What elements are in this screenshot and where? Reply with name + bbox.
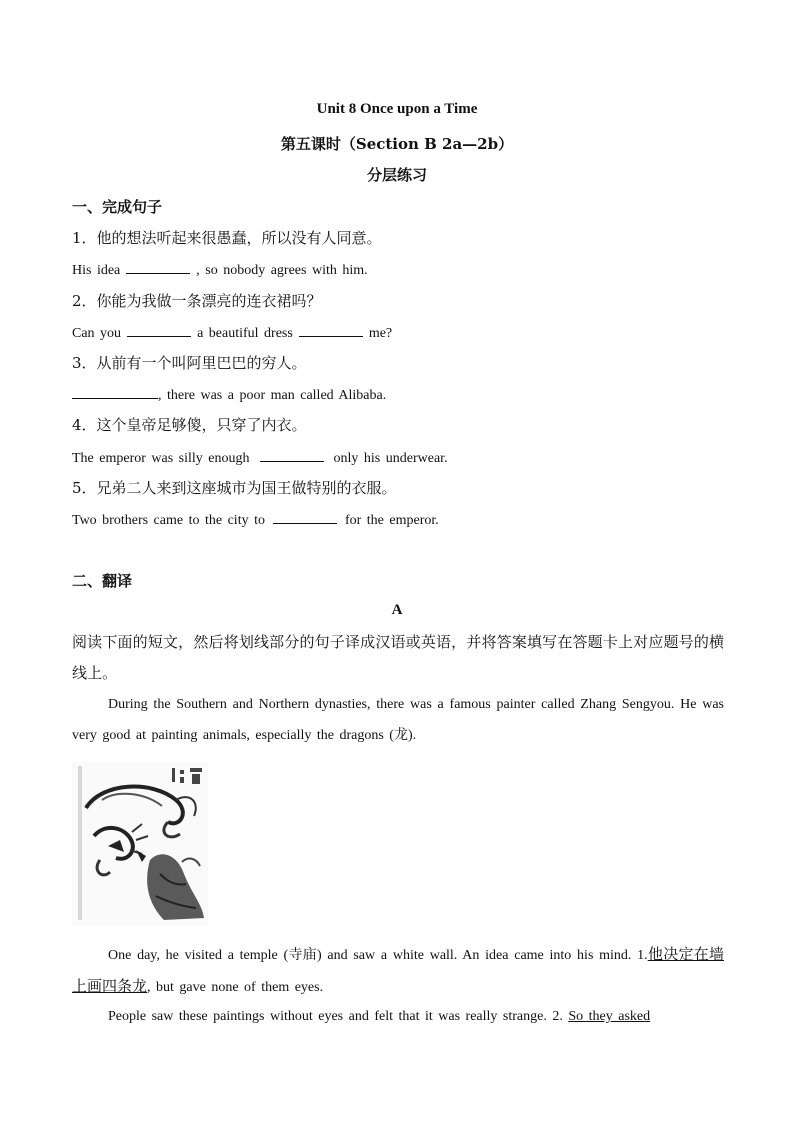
item2-blank-2[interactable] (299, 322, 363, 337)
item5-text-b: for the emperor. (344, 513, 439, 528)
item3-chinese: 3．从前有一个叫阿里巴巴的穷人。 (72, 354, 307, 372)
item2-text-b: a beautiful dress (197, 326, 293, 341)
item2-blank-1[interactable] (127, 322, 191, 337)
item1-text-b: , so nobody agrees with him. (196, 263, 368, 278)
passage-paragraph-2 (72, 939, 724, 1003)
item3-english (72, 384, 724, 404)
item5-text-a: Two brothers came to the city to (72, 513, 265, 528)
paragraph-2-text-b: , but gave none of them eyes. (147, 980, 324, 995)
item1-chinese: 1．他的想法听起来很愚蠢，所以没有人同意。 (72, 229, 382, 247)
item5-blank[interactable] (273, 509, 337, 524)
item1-english (72, 259, 724, 279)
item4-text-b: only his underwear. (333, 451, 448, 466)
item5-chinese: 5．兄弟二人来到这座城市为国王做特别的衣服。 (72, 479, 397, 497)
item5-english (72, 509, 724, 529)
item3-text-b: , there was a poor man called Alibaba. (158, 388, 387, 403)
item2-english (72, 322, 724, 342)
item4-text-a: The emperor was silly enough (72, 451, 250, 466)
passage-paragraph-3 (72, 1001, 724, 1032)
part-a-label: A (391, 602, 403, 618)
underlined-sentence-2: So they asked (568, 1009, 651, 1024)
item4-blank[interactable] (260, 447, 324, 462)
passage-paragraph-1: During the Southern and Northern dynasties, there was a famous painter called Zhang Sengyou. He was very good at painting animals, especially the dragons (龙). (72, 697, 724, 743)
lesson-title: 第五课时（Section B 2a—2b） (280, 135, 514, 153)
item1-text-a: His idea (72, 263, 121, 278)
unit-title: Unit 8 Once upon a Time (316, 101, 478, 117)
practice-title: 分层练习 (366, 166, 427, 184)
dragon-painting-image (72, 762, 208, 926)
item2-text-c: me? (368, 326, 393, 341)
item3-blank[interactable] (72, 384, 158, 399)
section1-heading: 一、完成句子 (72, 198, 163, 216)
instruction-text: 阅读下面的短文，然后将划线部分的句子译成汉语或英语，并将答案填写在答题卡上对应题号的横线上。 (72, 633, 724, 682)
item4-english (72, 447, 724, 467)
paragraph-3-text-a: People saw these paintings without eyes and felt that it was really strange. 2. (108, 1009, 569, 1024)
item4-chinese: 4．这个皇帝足够傻，只穿了内衣。 (72, 416, 307, 434)
item1-blank[interactable] (126, 259, 190, 274)
section2-heading: 二、翻译 (72, 572, 133, 590)
item2-chinese: 2．你能为我做一条漂亮的连衣裙吗？ (72, 292, 322, 310)
paragraph-2-text-a: One day, he visited a temple (寺庙) and saw a white wall. An idea came into his mind. 1. (108, 948, 648, 963)
item2-text-a: Can you (72, 326, 122, 341)
underlined-sentence-1: 他决定在墙上画四条龙 (72, 945, 724, 995)
